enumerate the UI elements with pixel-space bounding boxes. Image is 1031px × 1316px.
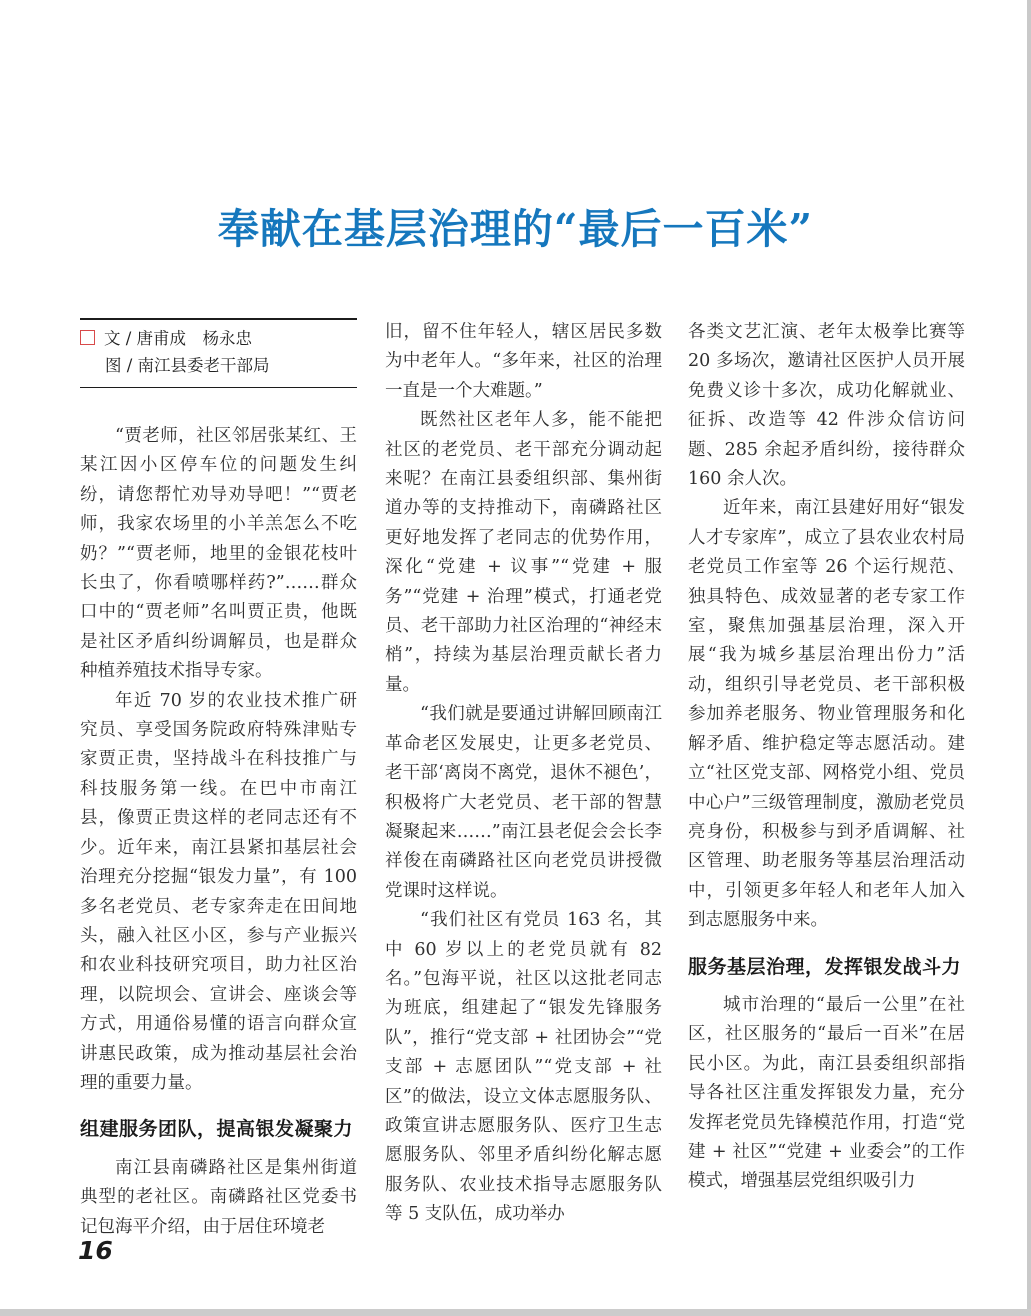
section-heading-1: 组建服务团队，提高银发凝聚力 [80, 1118, 354, 1141]
paragraph: “我们社区有党员 163 名，其中 60 岁以上的老党员就有 82 名。”包海平说，社区以这批老同志为班底，组建起了“银发先锋服务队”，推行“党支部 + 社团协会”“党支部 + 志愿团队”“党支部 + 社区”的做法，设立文体志愿服务队、政策宣讲志愿服务队、医疗卫生志愿服务队、邻里矛盾纠纷化解志愿服务队、农业技术指导志愿服务队等 5 支队伍，成功举办 [385, 910, 662, 1225]
page-number: 16 [78, 1236, 113, 1265]
byline-text-credit-line [80, 325, 357, 352]
paragraph-continuation: 旧，留不住年轻人，辖区居民多数为中老年人。“多年来，社区的治理一直是一个大难题。” [385, 322, 662, 401]
byline-block [80, 318, 357, 388]
paragraph: 近年来，南江县建好用好“银发人才专家库”，成立了县农业农村局老党员工作室等 26 个运行规范、独具特色、成效显著的老专家工作室，聚焦加强基层治理，深入开展“我为城乡基层治理出份力”活动，组织引导老党员、老干部积极参加养老服务、物业管理服务和化解矛盾、维护稳定等志愿活动。建立“社区党支部、网格党小组、党员中心户”三级管理制度，激励老党员亮身份，积极参与到矛盾调解、社区管理、助老服务等基层治理活动中，引领更多年轻人和老年人加入到志愿服务中来。 [688, 498, 965, 931]
scan-edge-bottom [0, 1309, 1031, 1316]
red-square-icon [80, 330, 95, 345]
column-1 [80, 318, 357, 1242]
section-heading-2: 服务基层治理，发挥银发战斗力 [688, 955, 962, 978]
text-credit: 文 / 唐甫成 杨永忠 [104, 329, 253, 348]
paragraph: “我们就是要通过讲解回顾南江革命老区发展史，让更多老党员、老干部‘离岗不离党，退休不褪色’，积极将广大老党员、老干部的智慧凝聚起来……”南江县老促会会长李祥俊在南磷路社区向老党员讲授微党课时这样说。 [385, 704, 662, 901]
paragraph: 城市治理的“最后一公里”在社区，社区服务的“最后一百米”在居民小区。为此，南江县委组织部指导各社区注重发挥银发力量，充分发挥老党员先锋模范作用，打造“党建 + 社区”“党建 + 业委会”的工作模式，增强基层党组织吸引力 [688, 994, 965, 1192]
byline-photo-credit-line [80, 352, 357, 379]
article-title: 奉献在基层治理的“最后一百米” [217, 205, 814, 253]
column-2 [385, 318, 662, 1230]
paragraph-continuation: 各类文艺汇演、老年太极拳比赛等 20 多场次，邀请社区医护人员开展免费义诊十多次，成功化解就业、征拆、改造等 42 件涉众信访问题、285 余起矛盾纠纷，接待群众 160 余人次。 [688, 322, 965, 490]
photo-credit: 图 / 南江县委老干部局 [105, 356, 270, 375]
paragraph: “贾老师，社区邻居张某红、王某江因小区停车位的问题发生纠纷，请您帮忙劝导劝导吧！”“贾老师，我家农场里的小羊羔怎么不吃奶？”“贾老师，地里的金银花枝叶长虫了，你看喷哪样药?”……群众口中的“贾老师”名叫贾正贵，他既是社区矛盾纠纷调解员，也是群众种植养殖技术指导专家。 [80, 426, 357, 682]
paragraph: 既然社区老年人多，能不能把社区的老党员、老干部充分调动起来呢？在南江县委组织部、集州街道办等的支持推动下，南磷路社区更好地发挥了老同志的优势作用，深化“党建 + 议事”“党建 + 服务”“党建 + 治理”模式，打通老党员、老干部助力社区治理的“神经末梢”，持续为基层治理贡献长者力量。 [385, 410, 662, 695]
paragraph: 南江县南磷路社区是集州街道典型的老社区。南磷路社区党委书记包海平介绍，由于居住环境老 [80, 1157, 357, 1237]
paragraph: 年近 70 岁的农业技术推广研究员、享受国务院政府特殊津贴专家贾正贵，坚持战斗在科技推广与科技服务第一线。在巴中市南江县，像贾正贵这样的老同志还有不少。近年来，南江县紧扣基层社会治理充分挖掘“银发力量”，有 100 多名老党员、老专家奔走在田间地头，融入社区小区，参与产业振兴和农业科技研究项目，助力社区治理，以院坝会、宣讲会、座谈会等方式，用通俗易懂的语言向群众宣讲惠民政策，成为推动基层社会治理的重要力量。 [80, 690, 357, 1093]
column-3 [688, 318, 965, 1197]
